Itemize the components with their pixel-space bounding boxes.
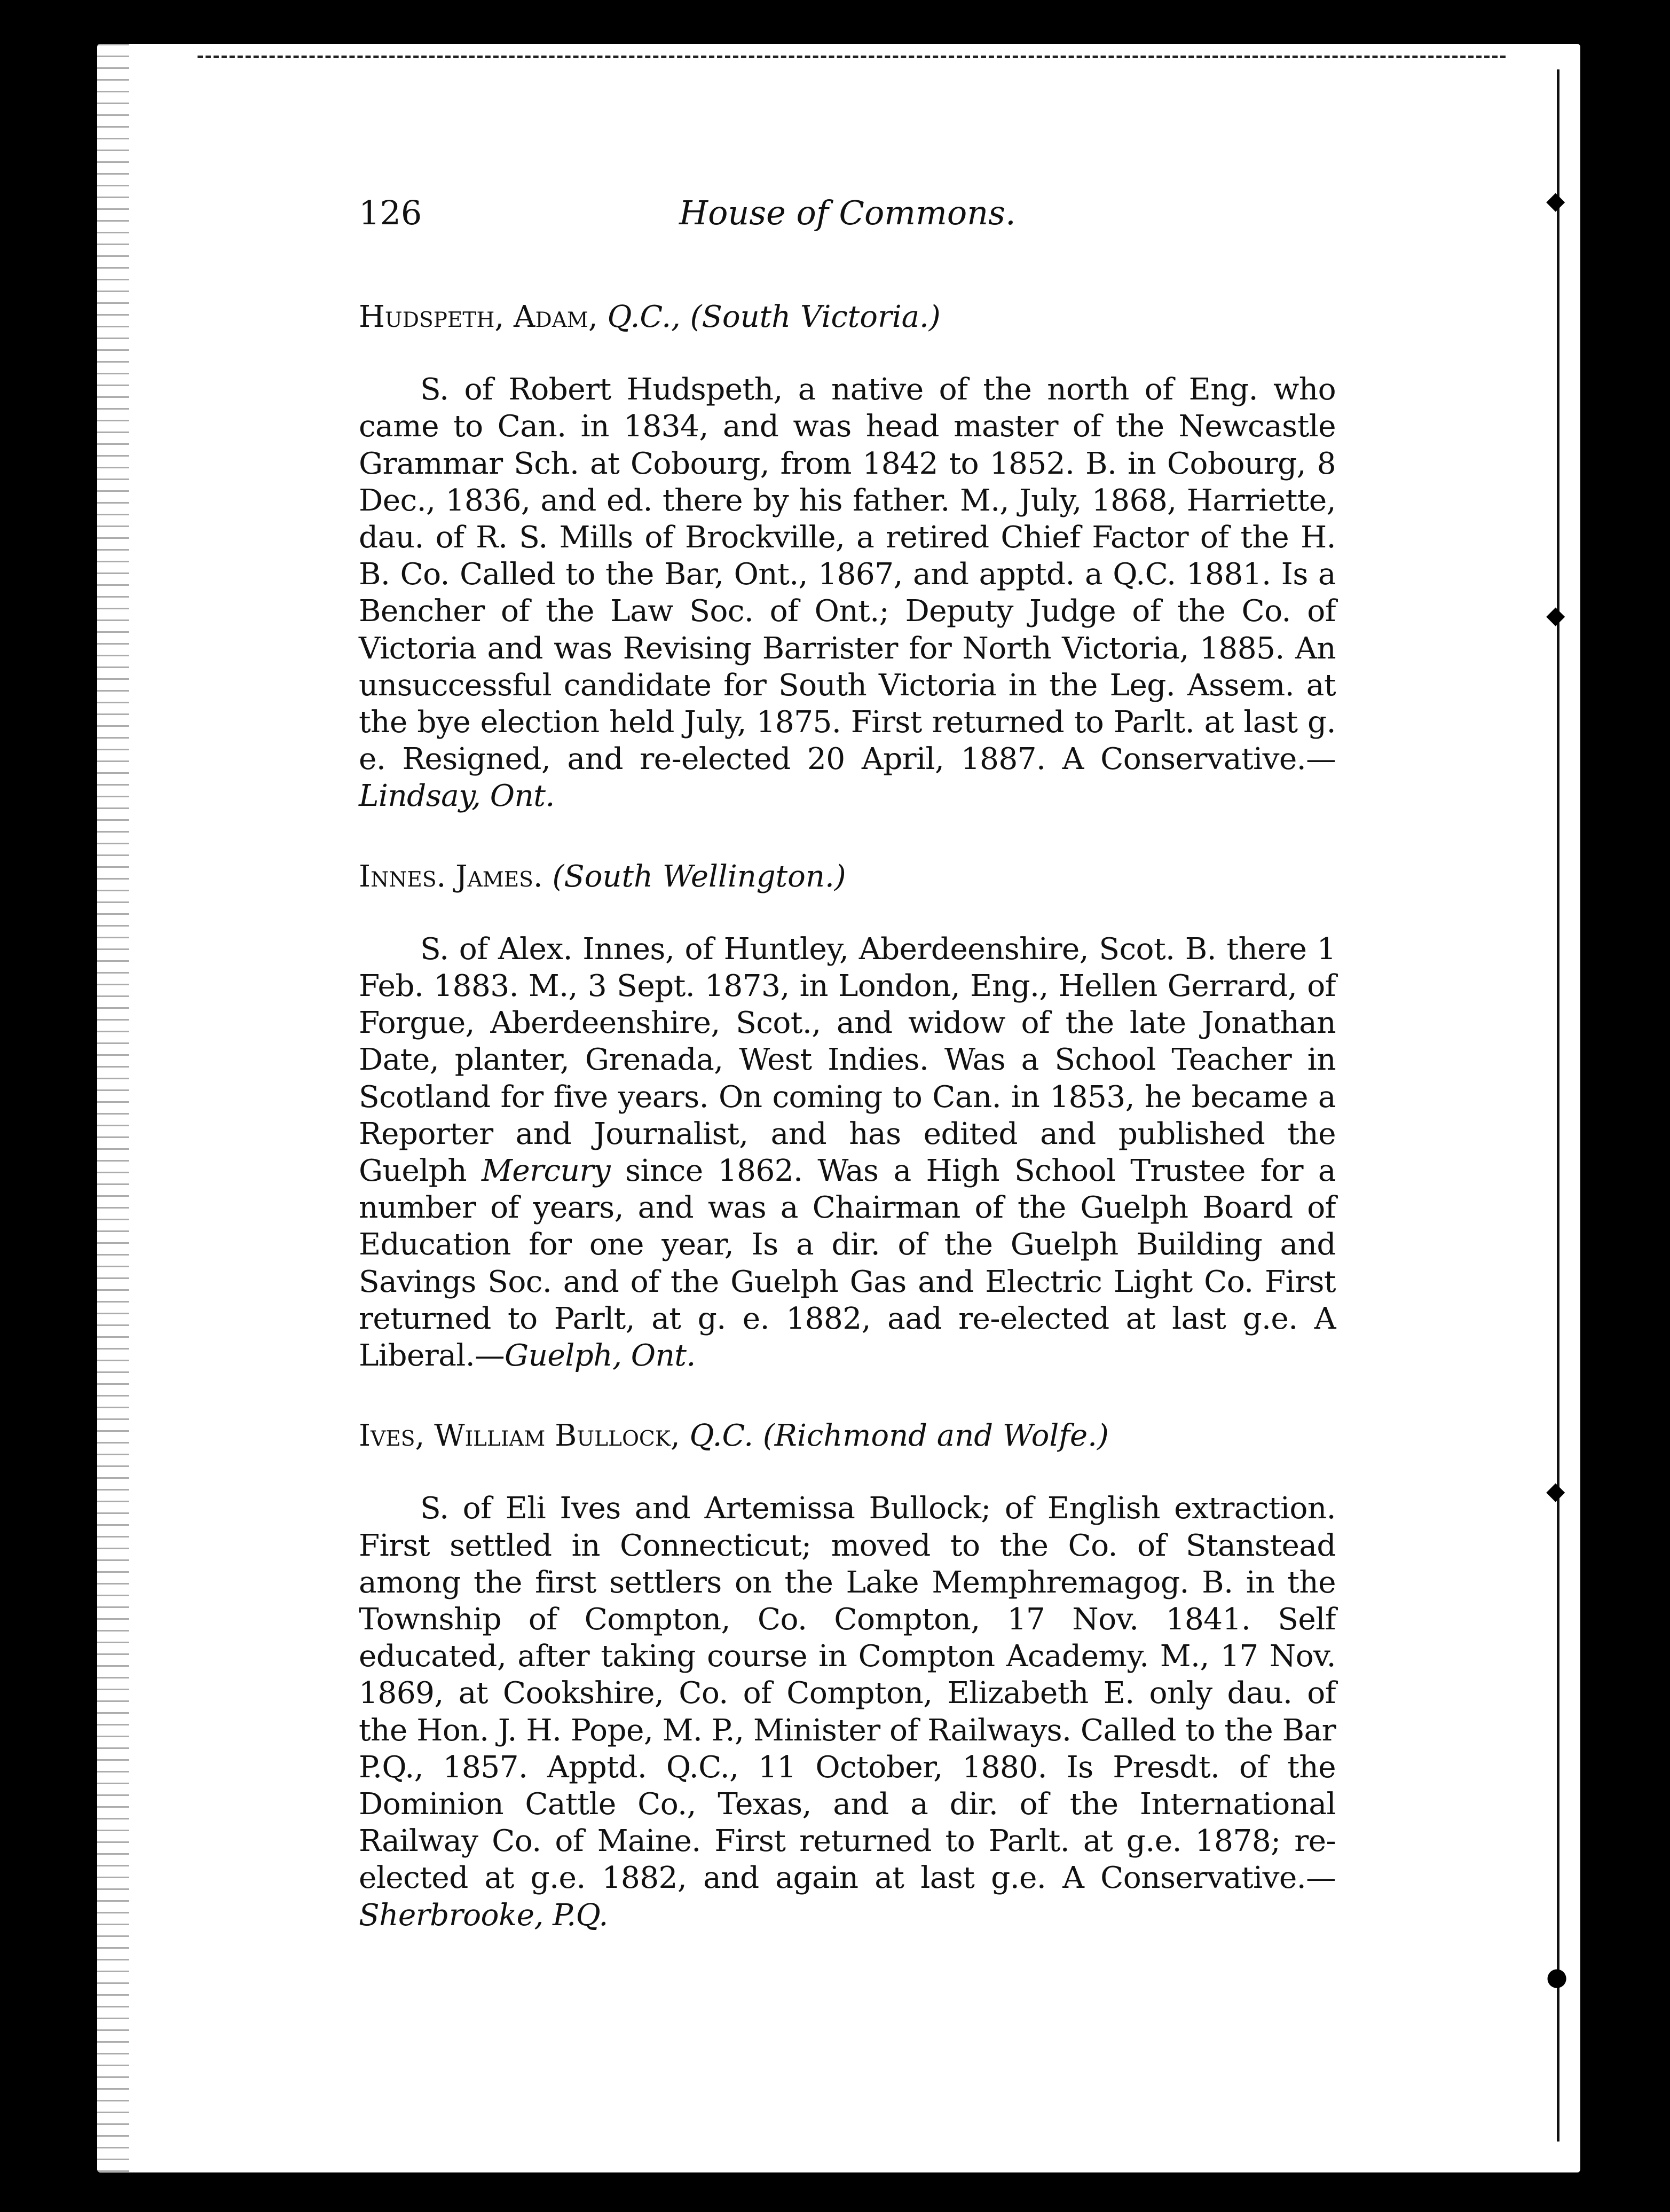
member-address: Lindsay, Ont. xyxy=(359,779,555,814)
riding-name: (South Wellington.) xyxy=(552,859,846,894)
riding-name: (South Victoria.) xyxy=(690,300,941,334)
member-name: Hudspeth, Adam, xyxy=(359,300,598,334)
member-name: Ives, William Bullock, xyxy=(359,1418,680,1454)
biography-text: S. of Alex. Innes, of Huntley, Aberdeenshire, Scot. B. there 1 Feb. 1883. M., 3 Sept. 1873, in London, Eng., Hellen Gerrard, of Forgue, Aberdeenshire, Scot., and widow of the late Jonathan Date, planter, Grenada, West Indies. Was a School Teacher in Scotland for five years. On coming to Can. in 1853, he became a Reporter and Journalist, and has edited and published the Guelph xyxy=(359,931,1336,1189)
running-head xyxy=(359,193,1336,241)
entry-heading xyxy=(359,1418,1336,1454)
edge-marker-4: ● xyxy=(1546,1962,1568,1991)
running-title: House of Commons. xyxy=(679,193,1016,232)
edge-marker-3: ◆ xyxy=(1546,1476,1565,1505)
top-scan-line xyxy=(198,56,1506,58)
entry-biography xyxy=(359,931,1336,1374)
page-content xyxy=(359,193,1336,1934)
edge-marker-2: ◆ xyxy=(1546,600,1565,629)
member-title: Q.C., xyxy=(607,300,681,334)
entry-biography xyxy=(359,371,1336,814)
newspaper-name: Mercury xyxy=(482,1154,611,1189)
page-gutter-shadow xyxy=(97,44,129,2172)
member-name: Innes. James. xyxy=(359,859,543,894)
member-address: Guelph, Ont. xyxy=(505,1338,696,1374)
edge-marker-1: ◆ xyxy=(1546,186,1565,215)
entry-heading xyxy=(359,299,1336,335)
page-edge-rule xyxy=(1557,69,1559,2142)
biography-text: S. of Robert Hudspeth, a native of the north of Eng. who came to Can. in 1834, and was head master of the Newcastle Grammar Sch. at Cobourg, from 1842 to 1852. B. in Cobourg, 8 Dec., 1836, and ed. there by his father. M., July, 1868, Harriette, dau. of R. S. Mills of Brockville, a retired Chief Factor of the H. B. Co. Called to the Bar, Ont., 1867, and apptd. a Q.C. 1881. Is a Bencher of the Law Soc. of Ont.; Deputy Judge of the Co. of Victoria and was Revising Barrister for North Victoria, 1885. An unsuccessful candidate for South Victoria in the Leg. Assem. at the bye election held July, 1875. First returned to Parlt. at last g. e. Resigned, and re-elected 20 April, 1887. A Conservative.— xyxy=(359,372,1336,777)
riding-name: (Richmond and Wolfe.) xyxy=(762,1418,1109,1454)
entry-heading xyxy=(359,859,1336,895)
member-title: Q.C. xyxy=(689,1418,754,1454)
entry-biography xyxy=(359,1490,1336,1933)
entry-ives xyxy=(359,1418,1336,1934)
biography-text-continued: since 1862. Was a High School Trustee for a number of years, and was a Chairman of the Guelph Board of Education for one year, Is a dir. of the Guelph Building and Savings Soc. and of the Guelph Gas and Electric Light Co. First returned to Parlt, at g. e. 1882, aad re-elected at last g.e. A Liberal.— xyxy=(359,1154,1336,1374)
biography-text: S. of Eli Ives and Artemissa Bullock; of English extraction. First settled in Connecticut; moved to the Co. of Stanstead among the first settlers on the Lake Memphremagog. B. in the Township of Compton, Co. Compton, 17 Nov. 1841. Self educated, after taking course in Compton Academy. M., 17 Nov. 1869, at Cookshire, Co. of Compton, Elizabeth E. only dau. of the Hon. J. H. Pope, M. P., Minister of Railways. Called to the Bar P.Q., 1857. Apptd. Q.C., 11 October, 1880. Is Presdt. of the Dominion Cattle Co., Texas, and a dir. of the International Railway Co. of Maine. First returned to Parlt. at g.e. 1878; re-elected at g.e. 1882, and again at last g.e. A Conservative.— xyxy=(359,1491,1336,1896)
page-number: 126 xyxy=(359,193,422,232)
member-address: Sherbrooke, P.Q. xyxy=(359,1897,608,1933)
entry-hudspeth xyxy=(359,299,1336,815)
entry-innes xyxy=(359,859,1336,1375)
